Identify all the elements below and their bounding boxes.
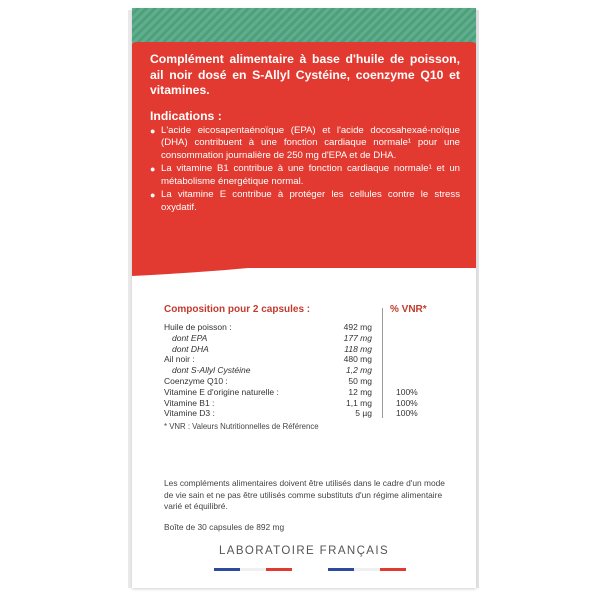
ingredient-name: Ail noir : bbox=[164, 354, 195, 365]
bullet-icon: ● bbox=[150, 190, 156, 200]
bullet-icon: ● bbox=[150, 164, 156, 174]
supplement-box-back bbox=[132, 8, 476, 588]
indication-item: ● La vitamine E contribue à protéger les cellules contre le stress oxydatif. bbox=[150, 189, 460, 213]
disclaimer-text: Les compléments alimentaires doivent être utilisés dans le cadre d'un mode de vie sain et ne pas être utilisés comme substituts d'un régime alimentaire varié et équilibré. bbox=[164, 478, 445, 511]
bullet-icon: ● bbox=[150, 125, 156, 136]
ingredient-vnr: 100% bbox=[396, 386, 418, 397]
red-curve bbox=[132, 208, 476, 278]
red-panel-content bbox=[150, 52, 460, 215]
composition-row bbox=[164, 408, 464, 419]
ingredient-name: dont S-Allyl Cystéine bbox=[172, 365, 251, 376]
indications-title: Indications : bbox=[150, 108, 222, 123]
composition-row bbox=[164, 365, 464, 376]
ingredient-name: Vitamine D3 : bbox=[164, 408, 215, 419]
ingredient-amount: 12 mg bbox=[348, 386, 372, 397]
ingredient-amount: 5 µg bbox=[355, 408, 372, 419]
ingredient-name: Vitamine B1 : bbox=[164, 397, 215, 408]
ingredient-amount: 480 mg bbox=[343, 354, 372, 365]
ingredient-amount: 50 mg bbox=[348, 375, 372, 386]
ingredient-name: Vitamine E d'origine naturelle : bbox=[164, 386, 279, 397]
composition-row bbox=[164, 333, 464, 344]
intro-text: Complément alimentaire à base d'huile de poisson, ail noir dosé en S-Allyl Cystéine, coenzyme Q10 et vitamines. bbox=[150, 52, 460, 97]
box-info: Boîte de 30 capsules de 892 mg bbox=[164, 522, 285, 532]
ingredient-amount: 177 mg bbox=[343, 332, 372, 343]
composition-section bbox=[164, 304, 464, 419]
indication-item: ● L'acide eicosapentaénoïque (EPA) et l'acide docosahexaé-noïque (DHA) contribuent à une fonction cardiaque normale¹ pour une consommation journalière de 250 mg d'EPA et de DHA. bbox=[150, 124, 460, 161]
composition-row bbox=[164, 344, 464, 355]
vnr-header: % VNR* bbox=[390, 304, 427, 315]
ingredient-amount: 118 mg bbox=[344, 343, 372, 354]
composition-row bbox=[164, 376, 464, 387]
ingredient-amount: 1,1 mg bbox=[346, 397, 372, 408]
ingredient-amount: 492 mg bbox=[343, 322, 372, 332]
composition-row bbox=[164, 322, 464, 333]
ingredient-vnr: 100% bbox=[396, 397, 418, 408]
composition-title: Composition pour 2 capsules : bbox=[164, 304, 311, 315]
composition-row bbox=[164, 398, 464, 409]
ingredient-name: dont EPA bbox=[172, 332, 208, 343]
french-flag-stripe-left bbox=[214, 568, 292, 571]
laboratory-label: LABORATOIRE FRANÇAIS bbox=[218, 545, 390, 557]
vnr-footnote: * VNR : Valeurs Nutritionnelles de Référence bbox=[164, 422, 319, 431]
ingredient-amount: 1,2 mg bbox=[346, 365, 372, 376]
composition-row bbox=[164, 354, 464, 365]
indication-item: ● La vitamine B1 contribue à une fonction cardiaque normale¹ et un métabolisme énergétique normal. bbox=[150, 163, 460, 187]
ingredient-name: Huile de poisson : bbox=[164, 322, 232, 332]
ingredient-name: Coenzyme Q10 : bbox=[164, 375, 228, 386]
ingredient-name: dont DHA bbox=[172, 343, 209, 354]
ingredient-vnr: 100% bbox=[396, 408, 418, 419]
composition-table bbox=[164, 322, 464, 419]
composition-row bbox=[164, 387, 464, 398]
french-flag-stripe-right bbox=[328, 568, 406, 571]
indications-list bbox=[150, 125, 460, 215]
